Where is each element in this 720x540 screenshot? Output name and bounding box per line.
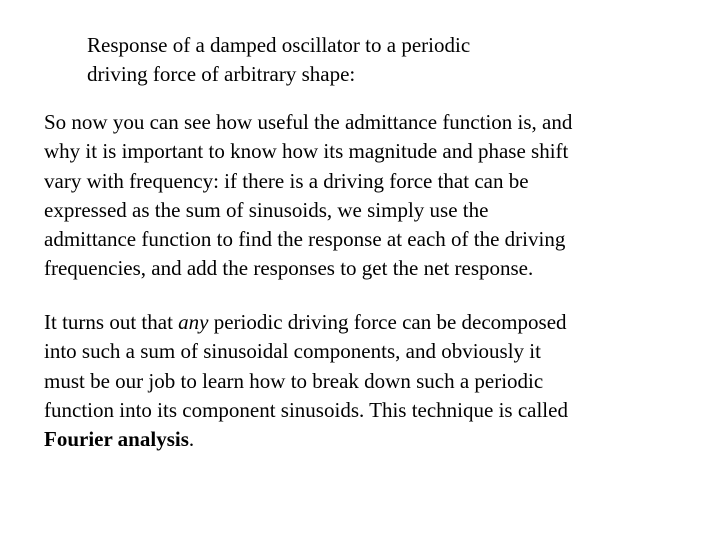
paragraph1-line-1: So now you can see how useful the admittance function is, and: [44, 110, 573, 134]
paragraph2-line-5-end: .: [188, 427, 195, 452]
paragraph2-line-1-start: It turns out that: [44, 310, 179, 334]
paragraph1-line-4: expressed as the sum of sinusoids, we simply use the: [44, 197, 489, 222]
paragraph-admittance: [44, 108, 704, 284]
paragraph-fourier: [44, 308, 704, 454]
paragraph2-line-3: must be our job to learn how to break down such a periodic: [44, 368, 544, 393]
emphasis-any: any: [178, 310, 209, 334]
slide-title: [87, 31, 687, 89]
paragraph2-line-4: function into its component sinusoids. This technique is called: [44, 397, 568, 422]
paragraph1-line-5: admittance function to find the response at each of the driving: [44, 227, 566, 252]
term-fourier-analysis: Fourier analysis: [44, 427, 189, 452]
paragraph1-line-6: frequencies, and add the responses to get the net response.: [44, 256, 534, 281]
title-line-1: Response of a damped oscillator to a periodic: [87, 33, 471, 57]
paragraph2-line-2: into such a sum of sinusoidal components, and obviously it: [44, 339, 541, 364]
paragraph1-line-3: vary with frequency: if there is a driving force that can be: [44, 168, 529, 193]
paragraph2-line-5: [44, 425, 704, 454]
paragraph2-line-1: [44, 308, 704, 337]
title-line-2: driving force of arbitrary shape:: [87, 62, 356, 86]
paragraph1-line-2: why it is important to know how its magnitude and phase shift: [44, 139, 569, 164]
paragraph2-line-1-end: periodic driving force can be decomposed: [208, 310, 567, 334]
